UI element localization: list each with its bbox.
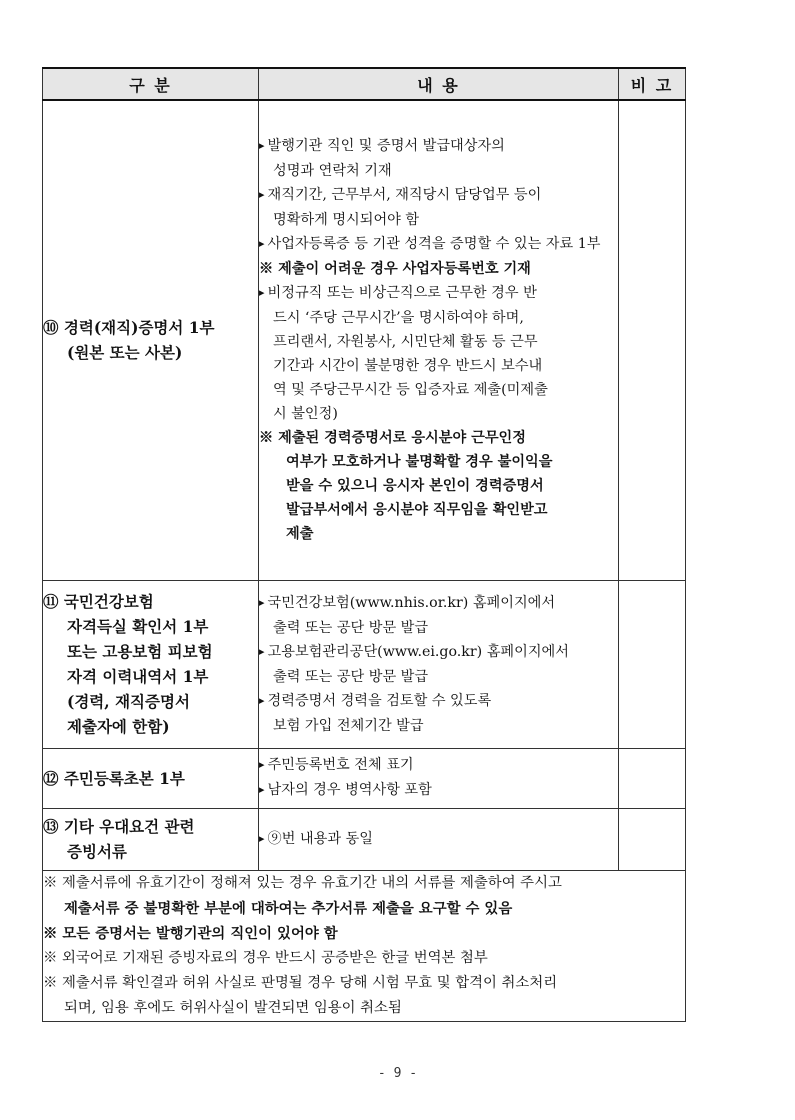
bullet-item: ▸ 남자의 경우 병역사항 포함: [259, 778, 618, 803]
bullet-continuation: 드시 ‘주당 근무시간’을 명시하여야 하며,: [273, 310, 524, 327]
row-remark: [619, 748, 686, 808]
bullet-item: ▸ 경력증명서 경력을 검토할 수 있도록: [259, 689, 618, 714]
category-line: 제출자에 한함): [67, 717, 170, 736]
note-line: ※ 제출서류 확인결과 허위 사실로 판명될 경우 당해 시험 무효 및 합격이 취소처리: [43, 974, 558, 991]
row-remark: [619, 100, 686, 580]
row-content: [259, 808, 619, 870]
row-content: [259, 100, 619, 580]
notes-cell: [43, 870, 686, 1021]
table-header-row: [43, 68, 686, 100]
table-row: [43, 580, 686, 748]
row-category: [43, 808, 259, 870]
bullet-item: ▸ 사업자등록증 등 기관 성격을 증명할 수 있는 자료 1부: [259, 232, 618, 257]
bullet-item: ▸ 비정규직 또는 비상근직으로 근무한 경우 반: [259, 281, 618, 306]
header-category: 구 분: [43, 68, 259, 100]
requirements-table: [42, 67, 686, 1022]
bullet-item: ▸ 국민건강보험(www.nhis.or.kr) 홈페이지에서: [259, 591, 618, 616]
category-line: 자격득실 확인서 1부: [67, 617, 209, 636]
bullet-continuation: 기간과 시간이 불분명한 경우 반드시 보수내: [273, 358, 543, 375]
row-content: [259, 748, 619, 808]
category-line: (원본 또는 사본): [67, 343, 183, 363]
bullet-continuation: 성명과 연락처 기재: [273, 163, 392, 180]
row-category: [43, 580, 259, 748]
row-content: [259, 580, 619, 748]
table-row: [43, 808, 686, 870]
bullet-continuation: 명확하게 명시되어야 함: [273, 212, 420, 229]
category-line: ⑩ 경력(재직)증명서 1부: [43, 318, 215, 338]
reference-note: 여부가 모호하거나 불명확할 경우 불이익을: [286, 454, 553, 471]
reference-note: 발급부서에서 응시분야 직무임을 확인받고: [286, 502, 548, 519]
category-line: ⑬ 기타 우대요건 관련: [43, 817, 195, 836]
bullet-item: ▸ 주민등록번호 전체 표기: [259, 753, 618, 778]
page-number: - 9 -: [377, 1066, 418, 1081]
note-line: ※ 모든 증명서는 발행기관의 직인이 있어야 함: [43, 924, 338, 942]
row-remark: [619, 580, 686, 748]
note-line: 제출서류 중 불명확한 부분에 대하여는 추가서류 제출을 요구할 수 있음: [64, 899, 513, 917]
bullet-continuation: 시 불인정): [273, 406, 338, 423]
bullet-item: ▸ 재직기간, 근무부서, 재직당시 담당업무 등이: [259, 183, 618, 208]
bullet-continuation: 출력 또는 공단 방문 발급: [273, 668, 429, 685]
reference-note: 제출: [286, 526, 314, 543]
header-content: 내 용: [259, 68, 619, 100]
bullet-continuation: 역 및 주당근무시간 등 입증자료 제출(미제출: [273, 382, 548, 399]
table-row: [43, 100, 686, 580]
note-line: 되며, 임용 후에도 허위사실이 발견되면 임용이 취소됨: [64, 999, 402, 1016]
bullet-continuation: 보험 가입 전체기간 발급: [273, 717, 424, 734]
table-row: [43, 748, 686, 808]
category-line: ⑪ 국민건강보험: [43, 592, 154, 611]
bullet-continuation: 출력 또는 공단 방문 발급: [273, 619, 429, 636]
category-line: ⑫ 주민등록초본 1부: [43, 768, 185, 788]
category-line: 또는 고용보험 피보험: [67, 642, 213, 661]
row-remark: [619, 808, 686, 870]
header-remark: 비 고: [619, 68, 686, 100]
reference-note: ※ 제출된 경력증명서로 응시분야 근무인정: [259, 430, 526, 447]
reference-note: ※ 제출이 어려운 경우 사업자등록번호 기재: [259, 261, 531, 278]
bullet-item: ▸ 발행기관 직인 및 증명서 발급대상자의: [259, 134, 618, 159]
bullet-item: ▸ 고용보험관리공단(www.ei.go.kr) 홈페이지에서: [259, 640, 618, 665]
bullet-item: ▸ ⑨번 내용과 동일: [259, 827, 618, 852]
notes-row: [43, 870, 686, 1021]
note-line: ※ 제출서류에 유효기간이 정해져 있는 경우 유효기간 내의 서류를 제출하여 주시고: [43, 874, 562, 891]
row-category: [43, 748, 259, 808]
category-line: (경력, 재직증명서: [67, 692, 190, 711]
bullet-continuation: 프리랜서, 자원봉사, 시민단체 활동 등 근무: [273, 334, 538, 351]
category-line: 자격 이력내역서 1부: [67, 667, 209, 686]
reference-note: 받을 수 있으니 응시자 본인이 경력증명서: [286, 478, 544, 495]
category-line: 증빙서류: [67, 842, 127, 861]
row-category: [43, 100, 259, 580]
note-line: ※ 외국어로 기재된 증빙자료의 경우 반드시 공증받은 한글 번역본 첨부: [43, 949, 488, 966]
